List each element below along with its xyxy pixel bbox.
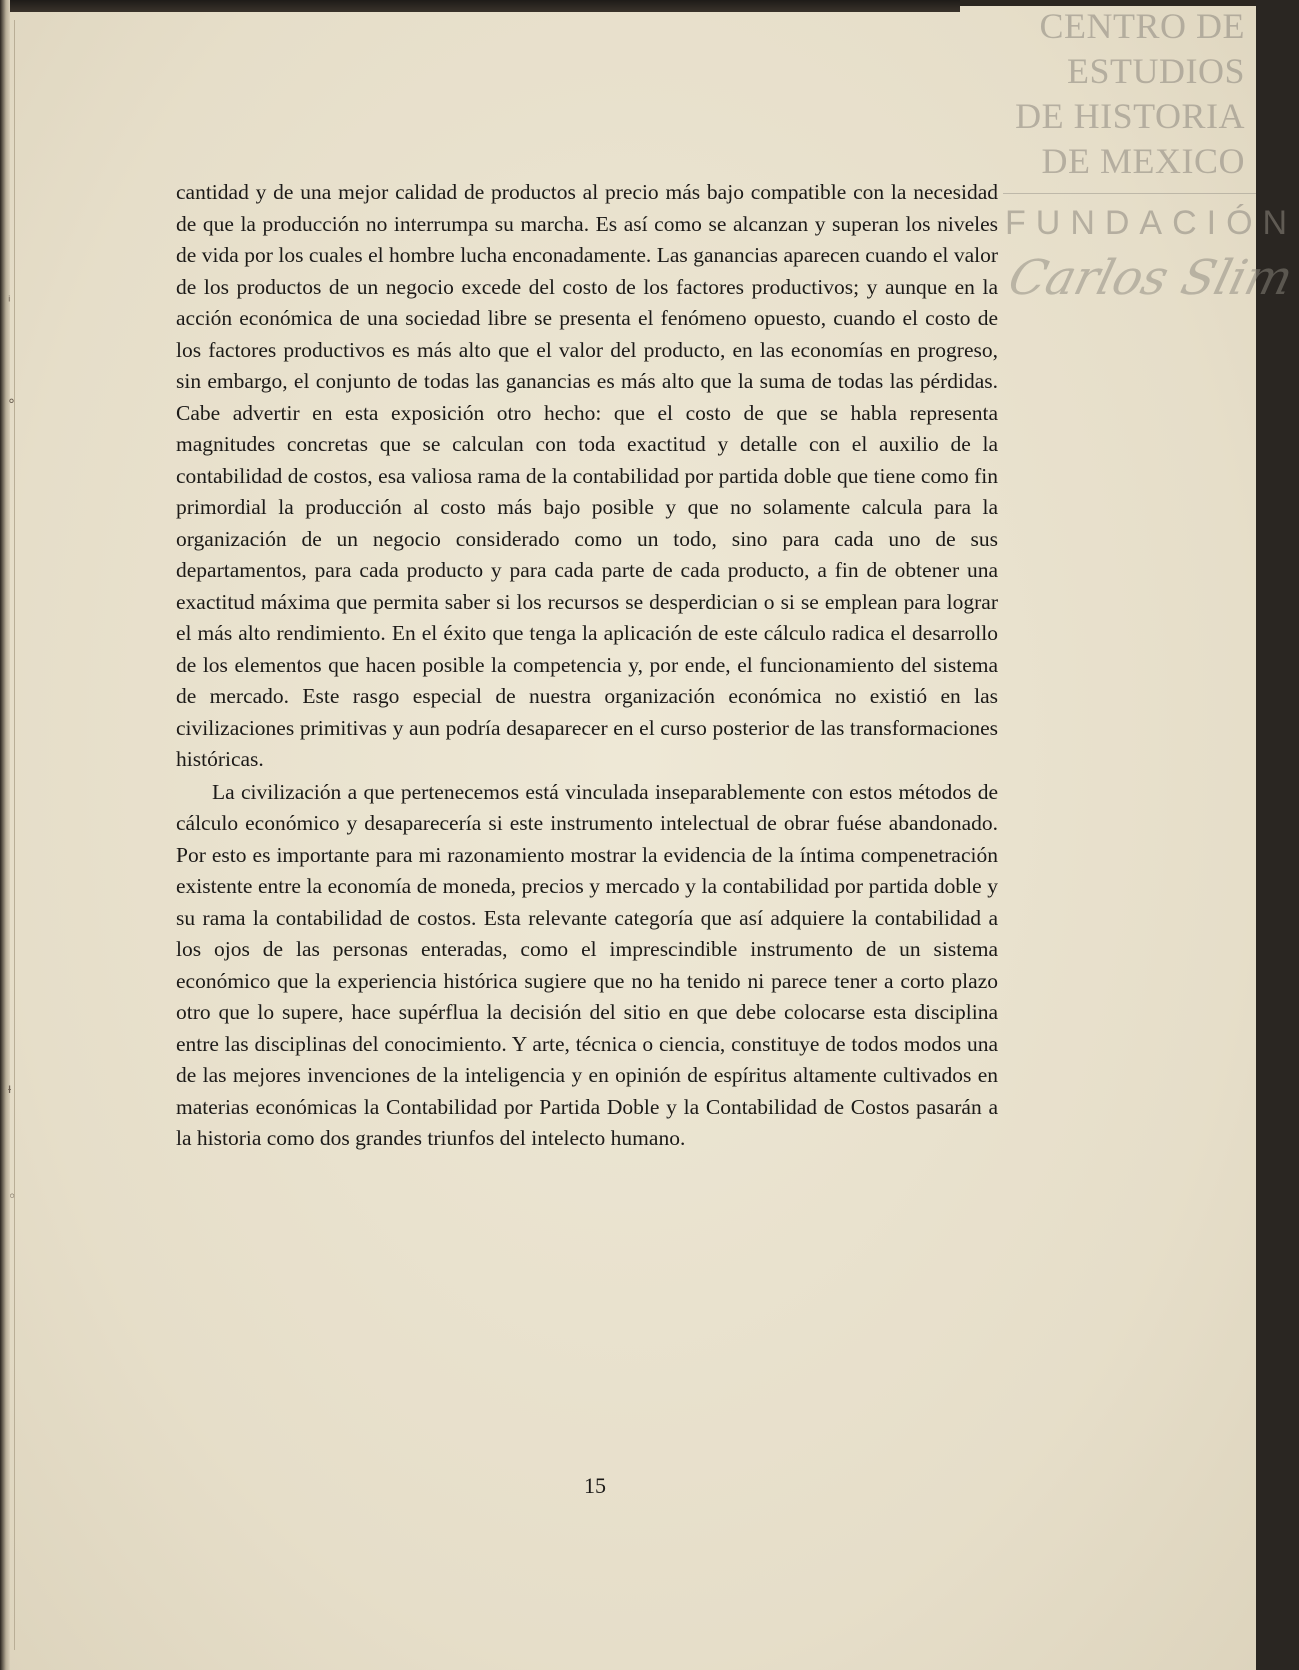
binding-hole-mark: ° (8, 397, 15, 413)
binding-staple-mark: ᵼ (8, 1081, 12, 1097)
binding-clip-mark: ◦ (8, 1189, 17, 1205)
watermark-divider (1003, 193, 1256, 194)
watermark-line: DE MEXICO (1041, 141, 1245, 181)
watermark-foundation: FUNDACIÓN (1005, 204, 1298, 242)
watermark-line: CENTRO DE (1039, 6, 1245, 46)
archive-watermark (1005, 4, 1255, 184)
watermark-line: ESTUDIOS (1066, 51, 1245, 91)
binding-rule (14, 20, 15, 1650)
page-top-edge (0, 0, 960, 12)
page-binding-edge (0, 0, 10, 1670)
watermark-signature: Carlos Slim (1003, 250, 1299, 306)
binding-staple-mark: ⁱ (8, 294, 11, 310)
watermark-line: DE HISTORIA (1015, 96, 1245, 136)
body-text (176, 177, 998, 1155)
paragraph: La civilización a que pertenecemos está vinculada inseparablemente con estos métodos de cálculo económico y desaparecería si este instrumento intelectual de obrar fuése abandonado. Por esto es importante para mi razonamiento mostrar la evidencia de la íntima compenetración existente entre la economía de moneda, precios y mercado y la contabilidad por partida doble y su rama la contabilidad de costos. Esta relevante categoría que así adquiere la contabilidad a los ojos de las personas enteradas, como el imprescindible instrumento de un sistema económico que la experiencia histórica sugiere que no ha tenido ni parece tener a corto plazo otro que lo supere, hace supérflua la decisión del sitio en que debe colocarse esta disciplina entre las disciplinas del conocimiento. Y arte, técnica o ciencia, constituye de todos modos una de las mejores invenciones de la inteligencia y en opinión de espíritus altamente cultivados en materias económicas la Contabilidad por Partida Doble y la Contabilidad de Costos pasarán a la historia como dos grandes triunfos del intelecto humano. (176, 779, 998, 1150)
paragraph: cantidad y de una mejor calidad de productos al precio más bajo compatible con la necesidad de que la producción no interrumpa su marcha. Es así como se alcanzan y superan los niveles de vida por los cuales el hombre lucha enconadamente. Las ganancias aparecen cuando el valor de los productos de un negocio excede del costo de los factores productivos; y aunque en la acción económica de una sociedad libre se presenta el fenómeno opuesto, cuando el costo de los factores productivos es más alto que el valor del producto, en las economías en progreso, sin embargo, el conjunto de todas las ganancias es más alto que la suma de todas las pérdidas. Cabe advertir en esta exposición otro hecho: que el costo de que se habla representa magnitudes concretas que se calculan con toda exactitud y detalle con el auxilio de la contabilidad de costos, esa valiosa rama de la contabilidad por partida doble que tiene como fin primordial la producción al costo más bajo posible y que no solamente calcula para la organización de un negocio considerado como un todo, sino para cada uno de sus departamentos, para cada producto y para cada parte de cada producto, a fin de obtener una exactitud máxima que permita saber si los recursos se desperdician o si se emplean para lograr el más alto rendimiento. En el éxito que tenga la aplicación de este cálculo radica el desarrollo de los elementos que hacen posible la competencia y, por ende, el funcionamiento del sistema de mercado. Este rasgo especial de nuestra organización económica no existió en las civilizaciones primitivas y aun podría desaparecer en el curso posterior de las transformaciones históricas. (176, 180, 998, 771)
page-number: 15 (584, 1473, 606, 1498)
